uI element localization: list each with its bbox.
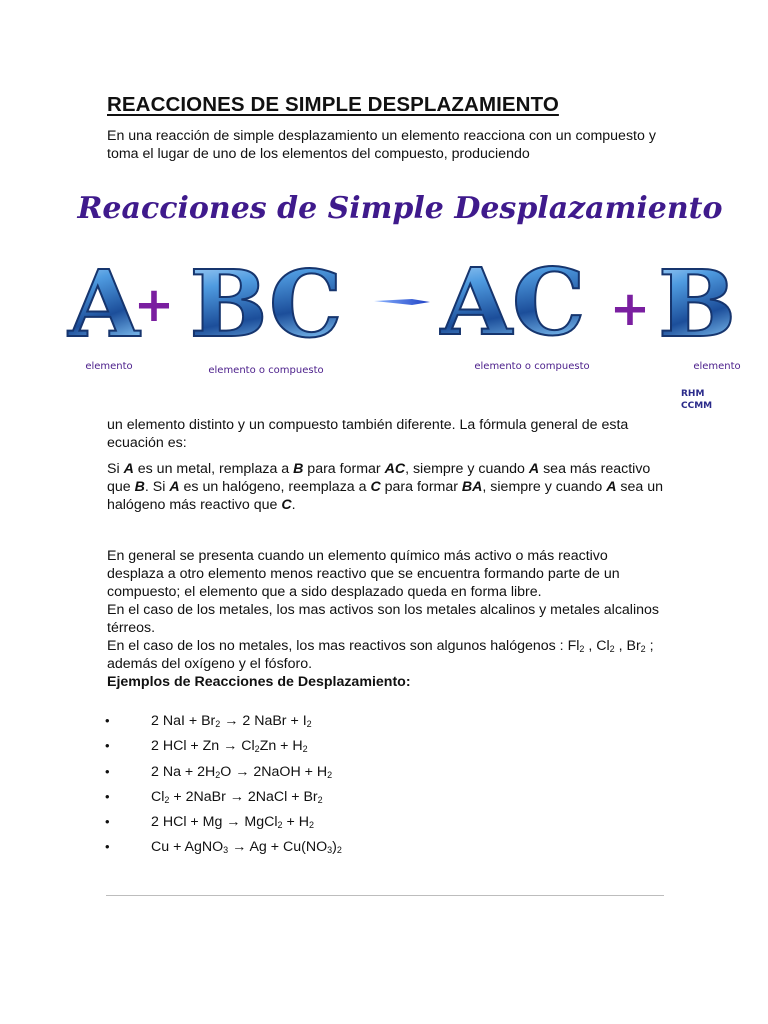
divider [106, 895, 664, 896]
explanation-line-3: En el caso de los no metales, los mas reactivos son algunos halógenos : $Fl_2$ , $Cl_2$ , $Br_2$ ; además del oxígeno y el fósforo. [107, 638, 654, 672]
example-item [107, 736, 627, 756]
continuation-paragraph: un elemento distinto y un compuesto también diferente. La fórmula general de esta ecuación es: [107, 417, 629, 451]
symbol-b: B [293, 461, 304, 477]
example-item [107, 787, 627, 807]
example-equation: Cu + AgNO$_3$ → $Ag + Cu(NO_3)_2$ [151, 839, 342, 855]
example-item [107, 711, 627, 731]
credit-ccmm: CCMM [681, 401, 713, 411]
text: Si [107, 461, 124, 477]
letter-a: A [68, 250, 140, 358]
symbol-c: C [370, 479, 381, 495]
symbol-a: A [123, 461, 134, 477]
example-equation: 2 HCl + $Zn \to Cl_2Zn + H_2$ [151, 738, 308, 754]
page-title: REACCIONES DE SIMPLE DESPLAZAMIENTO [107, 93, 559, 116]
general-formula-paragraph: Si A es un metal, remplaza a B para formar AC, siempre y cuando A sea más reactivo que B. Si A es un halógeno, reemplaza a C para formar BA, siempre y cuando A sea un halógeno más reactivo que C. [107, 461, 664, 513]
example-equation: $Cl_2$ + 2NaBr → 2NaCl + $Br_2$ [151, 789, 323, 805]
label-elemento-1: elemento [85, 361, 133, 372]
bullet: • [105, 738, 110, 753]
bullet: • [105, 839, 110, 854]
symbol-ba: BA [461, 479, 483, 495]
banner-image [54, 171, 746, 417]
label-compuesto-1: elemento o compuesto [208, 365, 324, 376]
example-item [107, 837, 627, 857]
explanation-line-1: En general se presenta cuando un elemento químico más activo o más reactivo desplaza a otro elemento menos reactivo que se encuentra formando parte de un compuesto; el elemento que a sido desplazado queda en forma libre. [107, 548, 620, 600]
symbol-b: B [134, 479, 145, 495]
bullet: • [105, 713, 110, 728]
example-item [107, 762, 627, 782]
bullet: • [105, 789, 110, 804]
symbol-a: A [606, 479, 617, 495]
examples-heading: Ejemplos de Reacciones de Desplazamiento: [107, 674, 411, 690]
intro-paragraph: En una reacción de simple desplazamiento un elemento reacciona con un compuesto y toma el lugar de uno de los elementos del compuesto, produciendo [107, 128, 656, 162]
symbol-a: A [169, 479, 180, 495]
label-elemento-2: elemento [693, 361, 741, 372]
example-equation: 2 HCl + Mg → MgCl$_2$ + $H_2$ [151, 814, 314, 830]
banner-heading: Reacciones de Simple Desplazamiento [77, 191, 723, 226]
reaction-arrow [374, 299, 430, 305]
plus-sign-2: + [609, 281, 651, 337]
example-item [107, 812, 627, 832]
letters-bc: BC [189, 250, 343, 358]
example-equation: 2 $Na + 2H_2O$ → 2NaOH + $H_2$ [151, 764, 333, 780]
explanation-paragraph [107, 547, 667, 673]
credit-rhm: RHM [681, 389, 705, 399]
symbol-c: C [281, 497, 292, 513]
reaction-diagram [54, 171, 746, 417]
explanation-line-2: En el caso de los metales, los mas activos son los metales alcalinos y metales alcalinos térreos. [107, 602, 659, 636]
letters-ac: AC [440, 248, 586, 356]
symbol-a: A [528, 461, 540, 477]
symbol-ac: AC [384, 461, 406, 477]
example-equation: 2 NaI + $Br_2 \to 2$ NaBr + $I_2$ [151, 713, 312, 729]
bullet: • [105, 764, 110, 779]
letter-b: B [658, 250, 736, 358]
label-compuesto-2: elemento o compuesto [474, 361, 590, 372]
bullet: • [105, 814, 110, 829]
plus-sign-1: + [133, 277, 175, 333]
